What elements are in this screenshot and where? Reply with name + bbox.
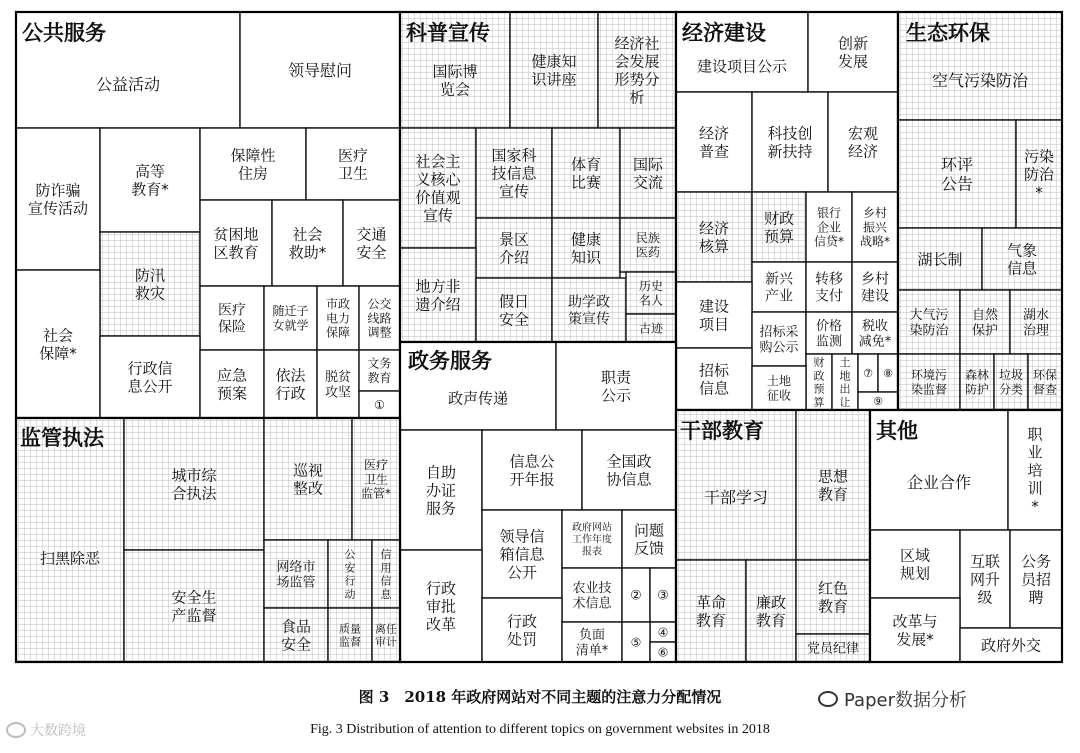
wechat-icon: [818, 691, 838, 707]
treemap-cell-label: 信用信息: [380, 548, 392, 601]
treemap-cell-label: 公益活动: [95, 74, 161, 94]
treemap-cell-label: 企业合作: [906, 472, 972, 492]
treemap-cell-label: 政声传递: [447, 389, 509, 408]
treemap-cell-label: 领导信箱信息公开: [499, 527, 545, 582]
treemap-cell-label: 行政信息公开: [127, 359, 173, 396]
treemap-cell-label: 政府网站工作年度报表: [572, 522, 612, 558]
treemap-cell-label: 经济社会发展形势分析: [614, 34, 660, 107]
treemap-cell-label: 互联网升级: [969, 552, 1001, 607]
treemap-cell-label: 招标采购公示: [759, 324, 799, 356]
treemap-cell-label: 体育比赛: [570, 155, 602, 192]
treemap-cell-label: 科技创新扶持: [767, 124, 813, 161]
treemap-group-title: 公共服务: [22, 21, 106, 45]
treemap-cell-label: 应急预案: [216, 366, 248, 403]
treemap-cell-label: 健康知识讲座: [531, 52, 577, 89]
treemap-cell-label: ⑥: [657, 645, 669, 660]
treemap-cell-label: 森林防护: [964, 368, 990, 397]
treemap-cell-label: 巡视整改: [292, 461, 324, 498]
treemap-cell-label: 国际交流: [632, 155, 664, 192]
treemap-cell-label: 银行企业信贷*: [813, 205, 845, 249]
treemap-cell-label: ⑤: [630, 635, 642, 650]
treemap-cell-label: 文务教育: [367, 356, 392, 386]
treemap-cell-label: 湖水治理: [1022, 307, 1050, 339]
treemap-cell-label: 土地征收: [766, 374, 792, 403]
treemap-cell-label: 乡村振兴战略*: [859, 205, 891, 249]
treemap-cell-label: 民族医药: [635, 231, 661, 260]
treemap-cell-label: 红色教育: [817, 579, 849, 616]
treemap-cell-label: ④: [657, 625, 669, 640]
treemap-cell-label: 信息公开年报: [509, 452, 555, 489]
treemap-cell-label: 食品安全: [280, 617, 312, 654]
treemap-cell-label: 环保督查: [1032, 368, 1058, 397]
treemap-cell-label: 区域规划: [899, 546, 931, 583]
treemap-group-title: 生态环保: [906, 21, 990, 45]
treemap-cell-label: 随迁子女就学: [272, 304, 309, 333]
caption-english: Fig. 3 Distribution of attention to different topics on government websites in 2018: [310, 722, 770, 737]
treemap-cell-label: 古迹: [638, 321, 664, 336]
treemap-group-title: 干部教育: [680, 419, 764, 443]
treemap-cell-label: 自然保护: [971, 307, 999, 339]
treemap-cell-label: 防汛救灾: [134, 266, 166, 303]
treemap-cell-label: 财政预算: [813, 356, 825, 409]
treemap-cell-label: 行政审批改革: [425, 579, 457, 634]
treemap-cell-label: 气象信息: [1006, 241, 1038, 278]
treemap-cell-label: 改革与发展*: [892, 612, 938, 649]
logo-icon: [6, 722, 26, 738]
treemap-cell-label: 环境污染监督: [910, 368, 948, 397]
treemap-cell-label: ②: [630, 588, 642, 604]
treemap-cell-label: 全国政协信息: [606, 452, 652, 489]
treemap-cell-label: 干部学习: [703, 487, 769, 507]
treemap-cell-label: 空气污染防治: [931, 70, 1029, 90]
treemap-cell-label: 网络市场监管: [276, 559, 316, 591]
treemap-cell-label: 垃圾分类: [998, 368, 1024, 397]
treemap-cell-label: ⑧: [883, 366, 893, 380]
treemap-cell-label: 社会保障*: [39, 326, 77, 363]
treemap-cell-label: ⑨: [873, 394, 883, 408]
treemap-cell-label: 脱贫攻坚: [324, 369, 352, 401]
treemap-cell-label: 依法行政: [275, 366, 306, 403]
treemap-cell-label: 高等教育*: [131, 162, 169, 199]
treemap-cell-label: 土地出让: [839, 356, 851, 409]
treemap-cell-label: 国家科技信息宣传: [491, 146, 537, 201]
treemap-cell-label: ⑦: [863, 366, 873, 380]
treemap-group-title: 政务服务: [408, 349, 492, 373]
treemap-cell-label: 税收减免*: [858, 318, 892, 350]
treemap-cell-label: 职责公示: [600, 368, 632, 405]
treemap-cell-label: 政府外交: [980, 636, 1042, 655]
treemap-cell-label: 离任审计: [375, 622, 397, 649]
treemap-cell-label: 转移支付: [815, 271, 843, 305]
treemap-cell-label: 质量监督: [339, 622, 361, 649]
treemap-cell-label: 交通安全: [356, 225, 387, 262]
treemap-cell-label: 医疗保险: [218, 302, 246, 336]
treemap-cell-label: 行政处罚: [506, 612, 538, 649]
treemap-group-title: 经济建设: [682, 21, 766, 45]
treemap-cell-label: 财政预算: [763, 209, 795, 246]
treemap-cell-label: 公务员招聘: [1020, 552, 1052, 607]
treemap-cell-label: ①: [374, 397, 385, 412]
treemap-cell-label: 问题反馈: [633, 521, 665, 558]
treemap-cell-label: 贫困地区教育: [213, 225, 259, 262]
treemap-cell-label: 健康知识: [570, 230, 602, 267]
treemap-cell-label: 招标信息: [698, 361, 730, 398]
watermark-right: [818, 686, 967, 712]
treemap-cell-label: 经济普查: [698, 124, 730, 161]
watermark-left-text: 大数跨境: [30, 723, 86, 739]
treemap-cell-label: ③: [657, 588, 669, 604]
treemap-cell-label: 历史名人: [638, 279, 664, 308]
treemap-cell-label: 市政电力保障: [325, 296, 351, 340]
treemap-cell-label: 创新发展: [837, 34, 869, 71]
treemap-cell-label: 城市综合执法: [171, 466, 217, 503]
treemap-cell-label: 党员纪律: [806, 641, 860, 657]
treemap-cell-label: 领导慰问: [287, 60, 353, 80]
treemap-cell-label: 乡村建设: [861, 271, 889, 305]
treemap-cell-label: 医疗卫生: [337, 146, 369, 183]
treemap-cell-label: 国际博览会: [432, 62, 478, 99]
treemap-cell-label: 安全生产监督: [171, 588, 217, 625]
treemap-cell-label: 扫黑除恶: [39, 549, 101, 568]
treemap-cell-label: 建设项目公示: [696, 57, 788, 76]
treemap-cell-label: 助学政策宣传: [568, 294, 610, 328]
treemap-cell-label: 污染防治*: [1023, 147, 1055, 202]
watermark-left: [6, 720, 86, 740]
treemap-cell-label: 公交线路调整: [367, 296, 392, 340]
treemap-cell-label: 社会救助*: [288, 225, 327, 262]
treemap-cell-label: 革命教育: [695, 593, 727, 630]
treemap-cell-label: 湖长制: [917, 250, 963, 269]
treemap-cell-label: 思想教育: [817, 467, 849, 504]
treemap-cell-label: 负面清单*: [575, 627, 609, 659]
treemap-cell-label: 廉政教育: [755, 593, 787, 630]
treemap-cell-label: 社会主义核心价值观宣传: [415, 152, 461, 225]
treemap-cell-label: 农业技术信息: [572, 580, 612, 612]
treemap-cell-label: 大气污染防治: [909, 307, 949, 339]
caption-chinese: 图 3 2018 年政府网站对不同主题的注意力分配情况: [358, 688, 722, 706]
treemap-cell-label: 环评公告: [940, 155, 974, 194]
treemap-cell-label: 地方非遗介绍: [415, 277, 461, 314]
treemap-cell-label: 自助办证服务: [425, 463, 457, 518]
treemap-cell-label: 保障性住房: [230, 146, 276, 183]
treemap-cell-label: 职业培训*: [1027, 425, 1043, 516]
treemap-group-title: 科普宣传: [406, 21, 490, 45]
treemap-cell: [16, 418, 124, 662]
treemap-cell-label: 防诈骗宣传活动: [27, 181, 89, 218]
treemap-cell-label: 宏观经济: [847, 124, 879, 161]
treemap-cell-label: 新兴产业: [765, 271, 793, 305]
treemap-cell-label: 医疗卫生监管*: [360, 457, 392, 501]
treemap-group-title: 监管执法: [20, 426, 104, 450]
treemap-group-title: 其他: [876, 419, 918, 443]
treemap-cell-label: 公安行动: [344, 548, 356, 601]
treemap-cell-label: 经济核算: [698, 219, 730, 256]
watermark-right-text: Paper数据分析: [844, 690, 967, 711]
treemap-cell-label: 价格监测: [815, 318, 843, 350]
treemap-cell-label: 景区介绍: [498, 230, 530, 267]
treemap-cell-label: 假日安全: [498, 292, 530, 329]
treemap-cell-label: 建设项目: [698, 297, 730, 334]
